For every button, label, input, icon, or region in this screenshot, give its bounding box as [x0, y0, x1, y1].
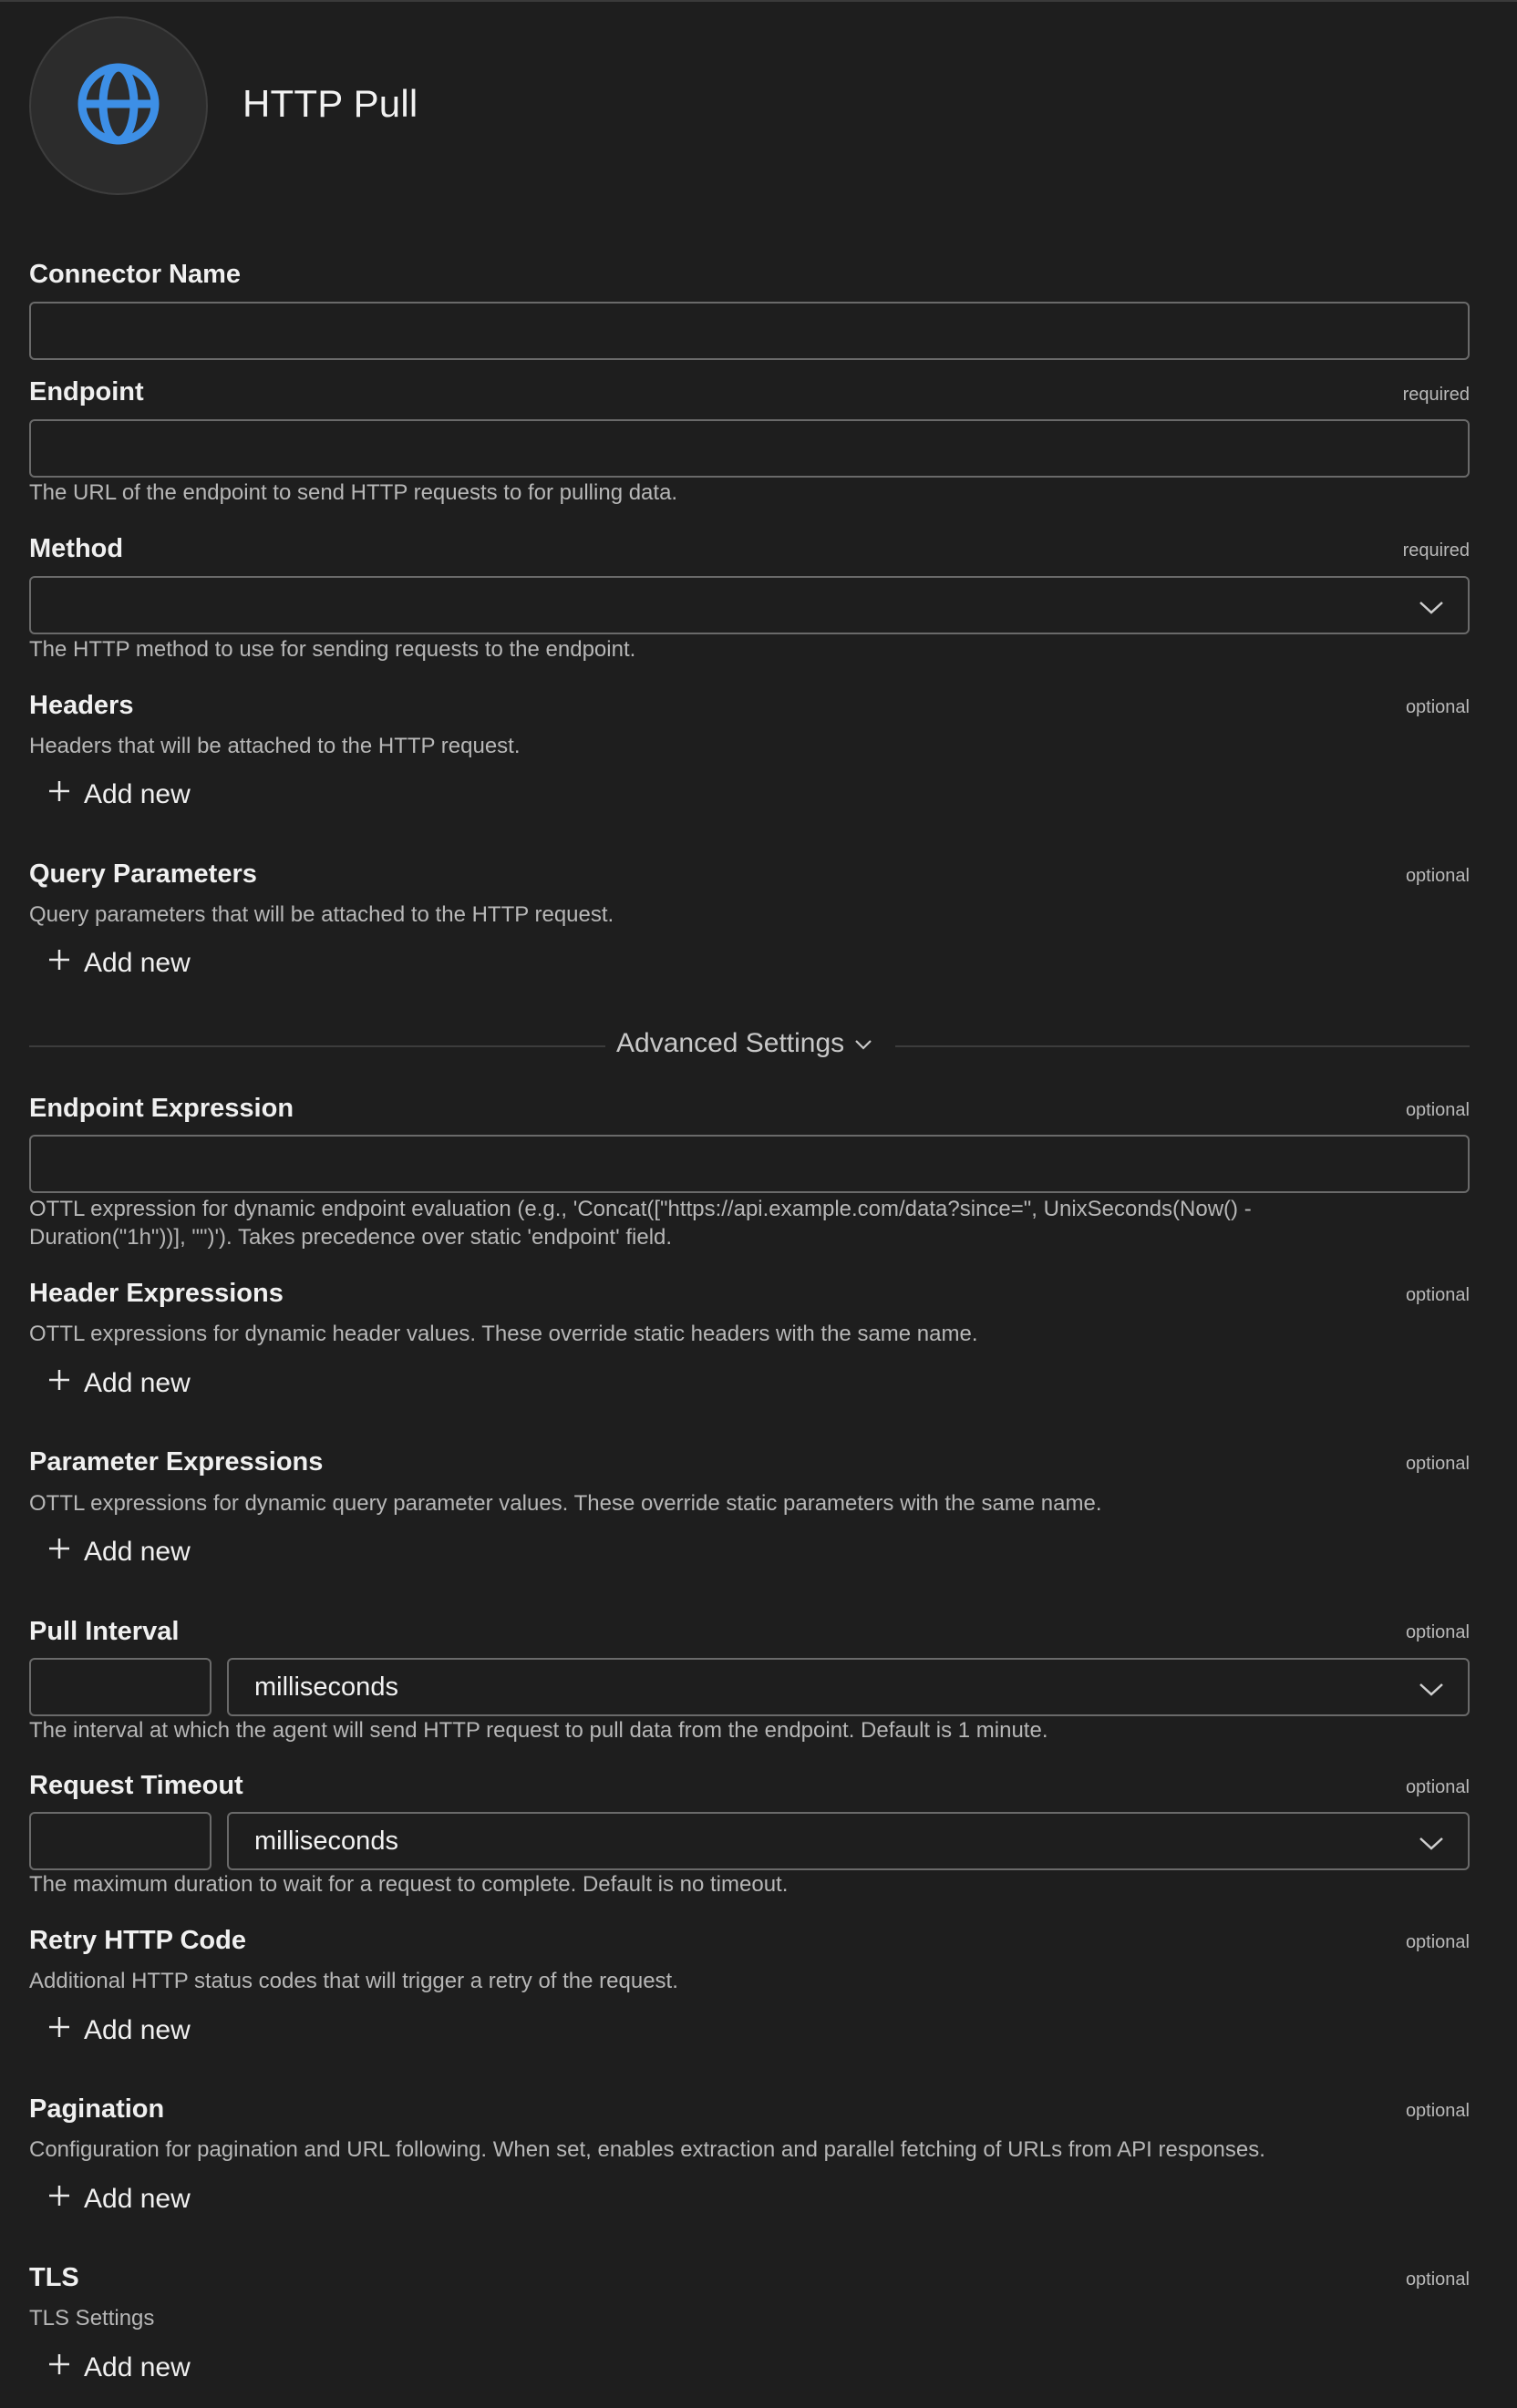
connector-avatar [29, 16, 208, 195]
pagination-label: Pagination [29, 2094, 165, 2124]
request-timeout-unit-select[interactable] [227, 1812, 1470, 1870]
request-timeout-value-input[interactable] [29, 1812, 212, 1870]
tls-add-new-button[interactable] [47, 2352, 191, 2383]
header-expressions-add-new-button[interactable] [47, 1368, 191, 1399]
request-timeout-optional-tag: optional [1405, 1777, 1470, 1797]
page-title: HTTP Pull [243, 82, 418, 125]
chevron-down-icon [1417, 1830, 1446, 1860]
method-description: The HTTP method to use for sending requests to the endpoint. [29, 637, 636, 662]
chevron-down-icon [1417, 594, 1446, 624]
plus-icon [47, 2184, 71, 2215]
query-parameters-optional-tag: optional [1405, 866, 1470, 886]
method-required-tag: required [1402, 540, 1470, 561]
add-new-label: Add new [84, 1368, 191, 1398]
endpoint-expression-optional-tag: optional [1405, 1100, 1470, 1120]
headers-add-new-button[interactable] [47, 779, 191, 810]
add-new-label: Add new [84, 2352, 191, 2382]
request-timeout-unit-value: milliseconds [254, 1827, 398, 1856]
pull-interval-optional-tag: optional [1405, 1622, 1470, 1642]
retry-http-code-label: Retry HTTP Code [29, 1926, 246, 1955]
header-expressions-optional-tag: optional [1405, 1285, 1470, 1305]
endpoint-required-tag: required [1402, 385, 1470, 405]
pull-interval-unit-select[interactable] [227, 1658, 1470, 1716]
endpoint-expression-input[interactable] [29, 1135, 1470, 1193]
chevron-down-icon [853, 1028, 873, 1059]
retry-http-code-description: Additional HTTP status codes that will trigger a retry of the request. [29, 1969, 678, 1993]
add-new-label: Add new [84, 948, 191, 978]
header-expressions-description: OTTL expressions for dynamic header values. These override static headers with the same name. [29, 1322, 978, 1346]
advanced-settings-label: Advanced Settings [616, 1028, 845, 1058]
parameter-expressions-add-new-button[interactable] [47, 1537, 191, 1568]
pagination-add-new-button[interactable] [47, 2184, 191, 2215]
query-parameters-add-new-button[interactable] [47, 948, 191, 979]
divider-right [895, 1045, 1470, 1047]
plus-icon [47, 779, 71, 810]
globe-icon [75, 60, 162, 152]
top-border [0, 0, 1517, 2]
request-timeout-label: Request Timeout [29, 1771, 243, 1800]
divider-left [29, 1045, 605, 1047]
parameter-expressions-description: OTTL expressions for dynamic query parameter values. These override static parameters with the same name. [29, 1491, 1102, 1516]
endpoint-input[interactable] [29, 419, 1470, 478]
endpoint-expression-description-line2: Duration("1h"))], "")'). Takes precedence over static 'endpoint' field. [29, 1225, 673, 1250]
endpoint-label: Endpoint [29, 377, 144, 406]
pull-interval-description: The interval at which the agent will send HTTP request to pull data from the endpoint. Default is 1 minute. [29, 1718, 1048, 1743]
pull-interval-label: Pull Interval [29, 1617, 180, 1646]
tls-optional-tag: optional [1405, 2269, 1470, 2290]
retry-http-code-add-new-button[interactable] [47, 2015, 191, 2046]
plus-icon [47, 948, 71, 979]
request-timeout-description: The maximum duration to wait for a request to complete. Default is no timeout. [29, 1872, 789, 1897]
pagination-optional-tag: optional [1405, 2101, 1470, 2121]
header-expressions-label: Header Expressions [29, 1279, 284, 1308]
endpoint-expression-description-line1: OTTL expression for dynamic endpoint evaluation (e.g., 'Concat(["https://api.example.com/data?since=", UnixSeconds(Now() - [29, 1197, 1252, 1221]
method-select[interactable] [29, 576, 1470, 634]
pull-interval-unit-value: milliseconds [254, 1672, 398, 1702]
plus-icon [47, 1537, 71, 1568]
plus-icon [47, 2015, 71, 2046]
add-new-label: Add new [84, 779, 191, 809]
add-new-label: Add new [84, 2015, 191, 2045]
chevron-down-icon [1417, 1676, 1446, 1706]
tls-description: TLS Settings [29, 2306, 155, 2331]
advanced-settings-toggle[interactable] [616, 1028, 873, 1059]
connector-name-input[interactable] [29, 302, 1470, 360]
method-label: Method [29, 534, 124, 563]
add-new-label: Add new [84, 2184, 191, 2214]
headers-description: Headers that will be attached to the HTTP request. [29, 734, 521, 758]
headers-optional-tag: optional [1405, 697, 1470, 717]
parameter-expressions-optional-tag: optional [1405, 1454, 1470, 1474]
pull-interval-value-input[interactable] [29, 1658, 212, 1716]
retry-http-code-optional-tag: optional [1405, 1932, 1470, 1952]
pagination-description: Configuration for pagination and URL following. When set, enables extraction and parallel fetching of URLs from API responses. [29, 2137, 1265, 2162]
plus-icon [47, 2352, 71, 2383]
tls-label: TLS [29, 2263, 79, 2292]
query-parameters-description: Query parameters that will be attached to the HTTP request. [29, 902, 614, 927]
add-new-label: Add new [84, 1537, 191, 1567]
headers-label: Headers [29, 691, 134, 720]
parameter-expressions-label: Parameter Expressions [29, 1447, 324, 1477]
endpoint-description: The URL of the endpoint to send HTTP requests to for pulling data. [29, 480, 678, 505]
query-parameters-label: Query Parameters [29, 859, 257, 889]
plus-icon [47, 1368, 71, 1399]
endpoint-expression-label: Endpoint Expression [29, 1094, 294, 1123]
connector-name-label: Connector Name [29, 260, 242, 289]
